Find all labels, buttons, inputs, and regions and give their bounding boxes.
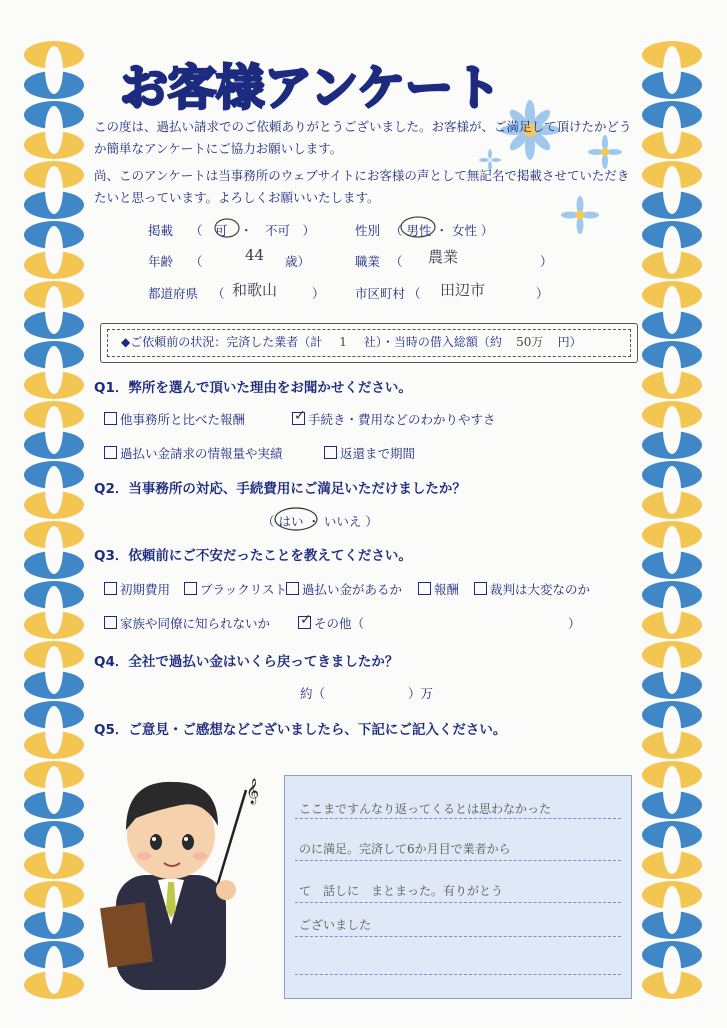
situation-amount[interactable]: 50万 — [516, 335, 544, 349]
flower-decoration — [470, 80, 650, 240]
job-label: 職業 — [355, 254, 381, 269]
teacher-illustration — [96, 760, 276, 990]
situation-text-b: 社）・当時の借入総額（約 — [363, 335, 502, 349]
gender-label: 性別 — [355, 223, 381, 238]
gender-circle-mark — [398, 214, 438, 240]
situation-text-a: ◆ご依頼前の状況：完済した業者（計 — [121, 335, 323, 349]
job-close-paren: ） — [540, 254, 553, 269]
prefecture-label: 都道府県 — [148, 286, 199, 301]
age-open-paren: （ — [190, 254, 203, 269]
comment-box[interactable] — [284, 775, 632, 999]
q3-option-reward[interactable]: 報酬 — [418, 580, 459, 598]
q3-option-initial-cost[interactable]: 初期費用 — [104, 580, 170, 598]
age-label: 年齢 — [148, 254, 174, 269]
prefecture-open-paren: （ — [212, 286, 225, 301]
q2-answer[interactable]: （ はい ・ いいえ ） — [262, 514, 378, 529]
city-open-paren: （ — [408, 286, 421, 301]
job-open-paren: （ — [390, 254, 403, 269]
intro-paragraph-2: 尚、このアンケートは当事務所のウェブサイトにお客様の声として無記名で掲載させていただきたいと思っています。よろしくお願いいたします。 — [94, 168, 630, 205]
svg-text:お客様アンケート: お客様アンケート — [120, 60, 502, 116]
prefecture-close-paren: ） — [312, 286, 325, 301]
left-border-pattern — [22, 40, 86, 1020]
q1-option-fee[interactable]: 他事務所と比べた報酬 — [104, 410, 245, 428]
comment-line-2: のに満足。完済して6か月目で業者から — [299, 842, 511, 856]
job-value[interactable]: 農業 — [428, 248, 459, 266]
intro-paragraph-1: この度は、過払い請求でのご依頼ありがとうございました。お客様が、ご満足して頂けたかどうか簡単なアンケートにご協力お願いします。 — [94, 119, 632, 156]
city-value[interactable]: 田辺市 — [440, 281, 486, 299]
q3-question: Q3．依頼前にご不安だったことを教えてください。 — [94, 548, 412, 564]
situation-text-c: 円） — [557, 335, 582, 349]
comment-line-1: ここまですんなり返ってくるとは思わなかった — [299, 802, 552, 816]
q4-answer-prefix: 約（ — [300, 686, 326, 701]
q3-option-trial[interactable]: 裁判は大変なのか — [474, 580, 590, 598]
situation-box — [100, 323, 638, 363]
q4-question: Q4．全社で過払い金はいくら戻ってきましたか？ — [94, 654, 399, 670]
age-value[interactable]: 44 — [245, 246, 265, 264]
q3-option-blacklist[interactable]: ブラックリスト — [184, 580, 287, 598]
publish-options[interactable]: （ 可 ・ 不可 ） — [190, 223, 316, 238]
q1-option-period[interactable]: 返還まで期間 — [324, 444, 415, 462]
q1-option-clarity[interactable]: ✓ 手続き・費用などのわかりやすさ — [294, 408, 496, 427]
q2-circle-mark — [272, 504, 320, 534]
q1-option-info[interactable]: 過払い金請求の情報量や実績 — [104, 444, 283, 462]
age-unit: 歳） — [285, 254, 311, 269]
q4-answer-suffix: ）万 — [408, 686, 434, 701]
q1-question: Q1．弊所を選んで頂いた理由をお聞かせください。 — [94, 380, 412, 396]
svg-text:𝄞: 𝄞 — [246, 779, 260, 804]
publish-label: 掲載 — [148, 223, 174, 238]
city-label: 市区町村 — [355, 286, 406, 301]
situation-count[interactable]: 1 — [339, 335, 347, 349]
city-close-paren: ） — [536, 286, 549, 301]
publish-circle-mark — [212, 216, 242, 240]
comment-line-4: ございました — [299, 918, 372, 932]
q3-option-other[interactable]: ✓ その他（ — [300, 612, 365, 631]
prefecture-value[interactable]: 和歌山 — [232, 281, 278, 299]
q2-question: Q2．当事務所の対応、手続費用にご満足いただけましたか？ — [94, 481, 466, 497]
comment-line-3: て 話しに まとまった。有りがとう — [299, 884, 504, 898]
gender-options[interactable]: （ 男性 ・ 女性 ） — [390, 223, 494, 238]
q3-option-family[interactable]: 家族や同僚に知られないか — [104, 614, 270, 632]
q3-option-overpayment[interactable]: 過払い金があるか — [286, 580, 402, 598]
q5-question: Q5．ご意見・ご感想などございましたら、下記にご記入ください。 — [94, 722, 507, 738]
q3-other-close: ） — [568, 616, 581, 631]
